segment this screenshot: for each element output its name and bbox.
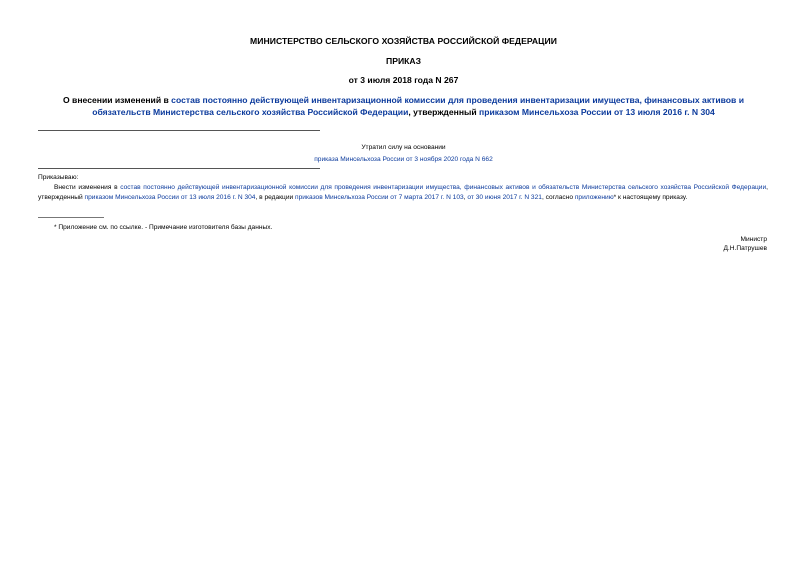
footnote: * Приложение см. по ссылке. - Примечание изготовителя базы данных.: [54, 224, 273, 231]
paragraph-text: ,: [463, 193, 468, 201]
title-text: О внесении изменений в: [62, 95, 172, 105]
paragraph-text: Внести изменения в: [54, 184, 121, 191]
paragraph-text: , утвержденный: [38, 184, 768, 201]
title-link-commission[interactable]: состав постоянно действующей инвентаризационной комиссии для проведения инвентаризации имущества, финансовых активов и обязательств Министерства сельского хозяйства Российской Федерации: [92, 95, 744, 117]
order-paragraph: [38, 183, 768, 202]
signature-position: Министр: [740, 236, 767, 243]
link-commission[interactable]: состав постоянно действующей инвентаризационной комиссии для проведения инвентаризации имущества, финансовых активов и обязательств Министерства сельского хозяйства Российской Федерации: [120, 184, 767, 191]
doc-type-heading: ПРИКАЗ: [386, 56, 421, 66]
title-text: , утвержденный: [408, 106, 480, 117]
doc-date-number: от 3 июля 2018 года N 267: [348, 75, 459, 85]
divider: [38, 168, 320, 169]
paragraph-text: , согласно: [541, 193, 575, 201]
signature-block: [723, 235, 767, 254]
paragraph-text: * к настоящему приказу.: [613, 193, 688, 201]
link-appendix[interactable]: приложению: [574, 193, 614, 201]
divider: [38, 130, 320, 131]
lost-force-link[interactable]: приказа Минсельхоза России от 3 ноября 2020 года N 662: [314, 156, 493, 163]
order-lead: Приказываю:: [38, 174, 79, 181]
lost-force-link-line: [0, 156, 807, 163]
paragraph-text: , в редакции: [255, 193, 296, 201]
link-order-321[interactable]: от 30 июня 2017 г. N 321: [467, 193, 542, 201]
document-title: [40, 95, 767, 118]
signature-name: Д.Н.Патрушев: [723, 245, 767, 253]
lost-force-note: Утратил силу на основании: [361, 144, 446, 151]
footnote-divider: [38, 217, 104, 218]
link-order-304[interactable]: приказом Минсельхоза России от 13 июля 2016 г. N 304: [84, 193, 256, 201]
link-order-103[interactable]: приказов Минсельхоза России от 7 марта 2017 г. N 103: [295, 193, 464, 201]
title-link-order-304[interactable]: приказом Минсельхоза России от 13 июля 2016 г. N 304: [479, 106, 715, 117]
ministry-heading: МИНИСТЕРСТВО СЕЛЬСКОГО ХОЗЯЙСТВА РОССИЙСКОЙ ФЕДЕРАЦИИ: [250, 36, 557, 46]
